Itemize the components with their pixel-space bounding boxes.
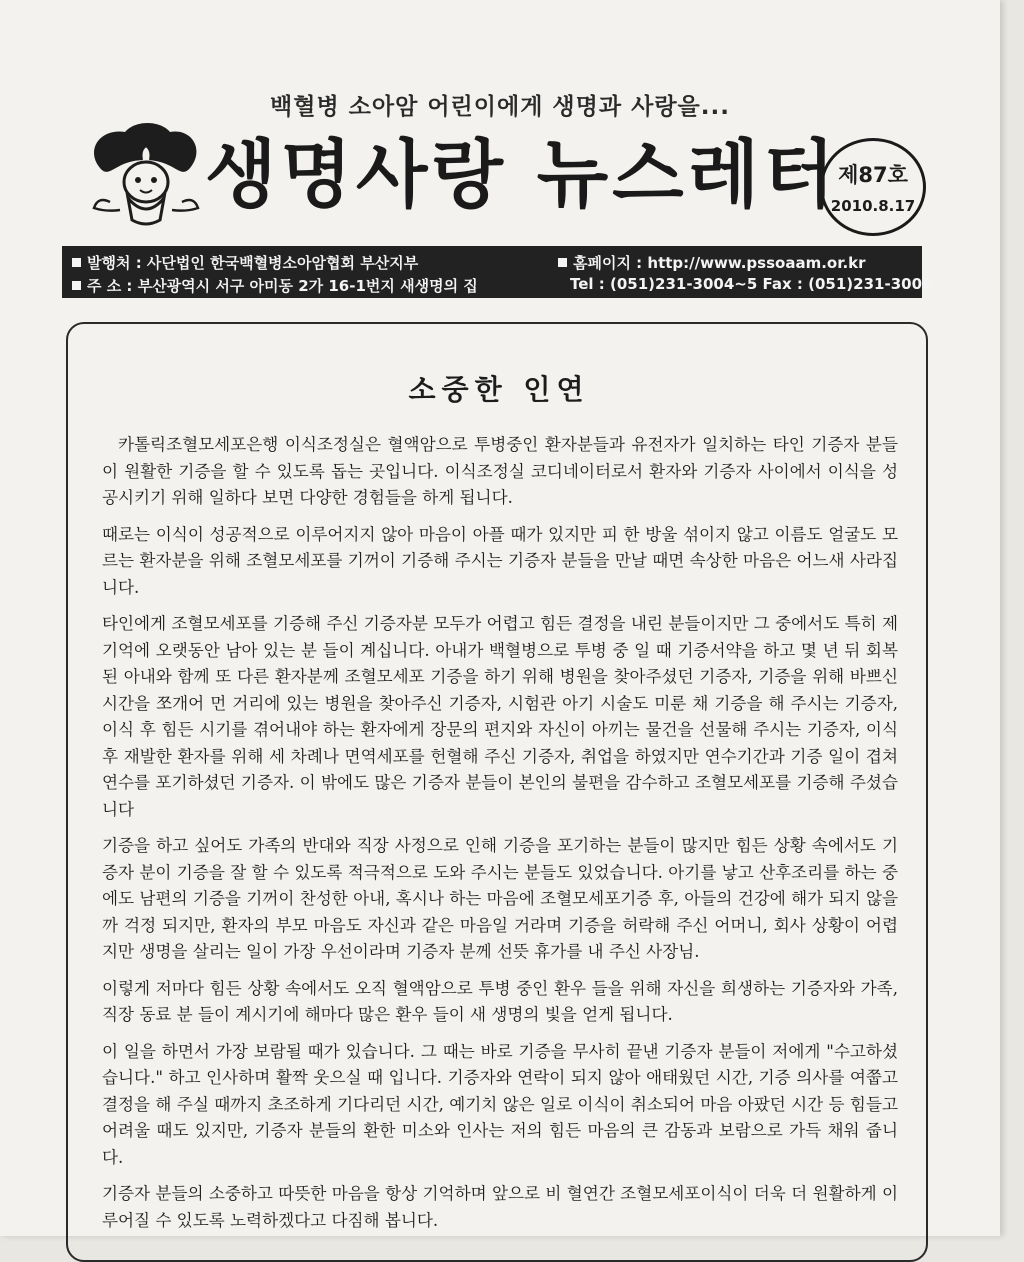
issue-badge — [820, 138, 926, 236]
paragraph: 기증을 하고 싶어도 가족의 반대와 직장 사정으로 인해 기증을 포기하는 분들이 많지만 힘든 상황 속에서도 기증자 분이 기증을 잘 할 수 있도록 적극적으로 도와 주시는 분들도 있었습니다. 아기를 낳고 산후조리를 하는 중에도 남편의 기증을 기꺼이 찬성한 아내, 혹시나 하는 마음에 조혈모세포기증 후, 아들의 건강에 해가 되지 않을까 걱정 되지만, 환자의 부모 마음도 자신과 같은 마음일 거라며 기증을 허락해 주신 어머니, 회사 상황이 어렵지만 생명을 살리는 일이 가장 우선이라며 기증자 분께 선뜻 휴가를 내 주신 사장님. — [102, 836, 898, 961]
address-line — [72, 275, 478, 296]
issue-number: 제87호 — [838, 163, 908, 187]
article-box — [66, 322, 928, 1262]
address-text: 주 소 : 부산광역시 서구 아미동 2가 16-1번지 새생명의 집 — [87, 277, 478, 295]
paragraph: 이렇게 저마다 힘든 상황 속에서도 오직 혈액암으로 투병 중인 환우 들을 위해 자신을 희생하는 기증자와 가족, 직장 동료 분 들이 계시기에 해마다 많은 환우 들이 새 생명의 빛을 얻게 됩니다. — [102, 978, 898, 1024]
publisher-text: 발행처 : 사단법인 한국백혈병소아암협회 부산지부 — [87, 254, 419, 272]
tagline: 백혈병 소아암 어린이에게 생명과 사랑을... — [270, 94, 730, 120]
publisher-info-bar — [62, 246, 933, 298]
square-bullet-icon — [72, 258, 81, 267]
contact-line: Tel : (051)231-3004~5 Fax : (051)231-3006 — [570, 275, 933, 293]
homepage-text: 홈페이지 : http://www.pssoaam.or.kr — [573, 254, 866, 272]
homepage-line — [558, 252, 866, 273]
paragraph: 때로는 이식이 성공적으로 이루어지지 않아 마음이 아플 때가 있지만 피 한 방울 섞이지 않고 이름도 얼굴도 모르는 환자분을 위해 조혈모세포를 기꺼이 기증해 주시는 기증자 분들을 만날 때면 속상한 마음은 어느새 사라집니다. — [102, 524, 898, 597]
article-title: 소중한 인연 — [408, 373, 590, 406]
square-bullet-icon — [72, 281, 81, 290]
issue-date: 2010.8.17 — [830, 197, 916, 215]
publisher-line — [72, 252, 418, 273]
newsletter-title: 생명사랑 뉴스레터 — [205, 132, 839, 218]
paragraph: 카톨릭조혈모세포은행 이식조정실은 혈액암으로 투병중인 환자분들과 유전자가 일치하는 타인 기증자 분들이 원활한 기증을 할 수 있도록 돕는 곳입니다. 이식조정실 코디네이터로서 환자와 기증자 사이에서 이식을 성공시키기 위해 일하다 보면 다양한 경험들을 하게 됩니다. — [102, 435, 898, 507]
paragraph: 이 일을 하면서 가장 보람될 때가 있습니다. 그 때는 바로 기증을 무사히 끝낸 기증자 분들이 저에게 "수고하셨습니다." 하고 인사하며 활짝 웃으실 때 입니다. 기증자와 연락이 되지 않아 애태웠던 시간, 기증 의사를 여쭙고 결정을 해 주실 때까지 초조하게 기다리던 시간, 예기치 않은 일로 이식이 취소되어 마음 아팠던 시간 등 힘들고 어려울 때도 있지만, 기증자 분들의 환한 미소와 인사는 저의 힘든 마음의 큰 감동과 보람으로 가득 채워 줍니다. — [102, 1041, 898, 1167]
paragraph: 기증자 분들의 소중하고 따뜻한 마음을 항상 기억하며 앞으로 비 혈연간 조혈모세포이식이 더욱 더 원활하게 이루어질 수 있도록 노력하겠다고 다짐해 봅니다. — [102, 1184, 898, 1230]
paragraph: 타인에게 조혈모세포를 기증해 주신 기증자분 모두가 어렵고 힘든 결정을 내린 분들이지만 그 중에서도 특히 제 기억에 오랫동안 남아 있는 분 들이 계십니다. 아내가 백혈병으로 투병 중 일 때 기증서약을 하고 몇 년 뒤 회복된 아내와 함께 또 다른 환자분께 조혈모세포 기증을 하기 위해 병원을 찾아주셨던 기증자, 기증을 위해 바쁘신 시간을 쪼개어 먼 거리에 있는 병원을 찾아주신 기증자, 시험관 아기 시술도 미룬 채 기증을 해 주시는 기증자, 이식 후 힘든 시기를 겪어내야 하는 환자에게 장문의 편지와 자신이 아끼는 물건을 선물해 주시는 기증자, 이식 후 재발한 환자를 위해 세 차례나 면역세포를 헌혈해 주신 기증자, 취업을 하였지만 연수기간과 기증 일이 겹쳐 연수를 포기하셨던 기증자. 이 밖에도 많은 기증자 분들이 본인의 불편을 감수하고 조혈모세포를 기증해 주셨습니다 — [102, 614, 898, 819]
angel-mascot-icon — [80, 120, 210, 230]
square-bullet-icon — [558, 258, 567, 267]
article-body — [102, 432, 898, 1244]
